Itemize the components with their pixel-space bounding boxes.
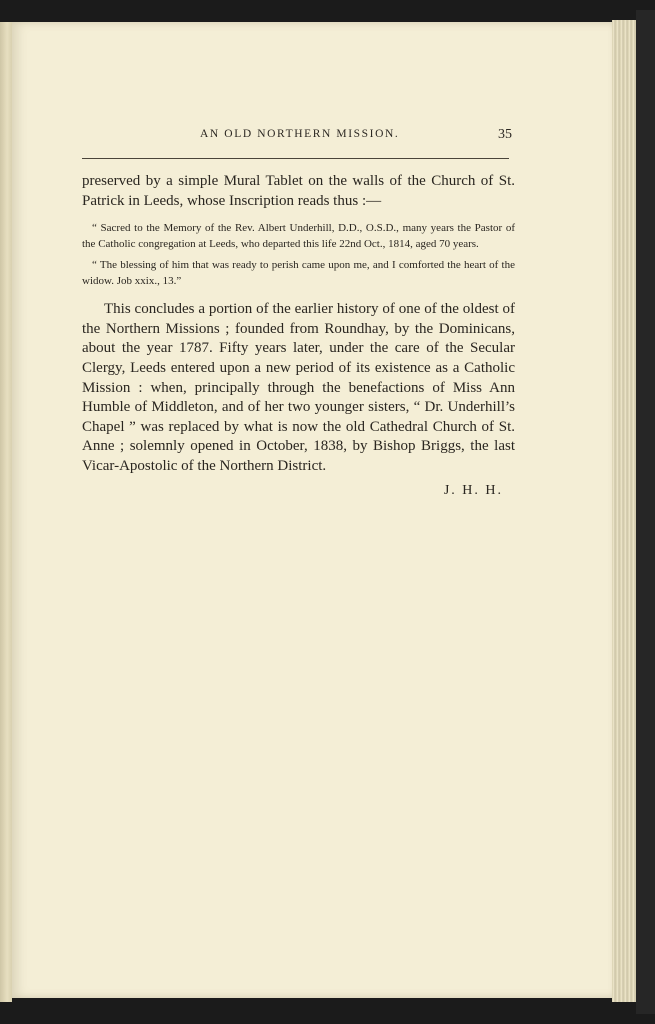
page-edges [612, 20, 638, 1002]
scripture-quote: “ The blessing of him that was ready to perish came upon me, and I comforted the heart of the widow. Job xxix., 13.” [82, 259, 515, 287]
left-page-gutter [0, 22, 12, 1002]
opening-paragraph: preserved by a simple Mural Tablet on the walls of the Church of St. Patrick in Leeds, whose Inscription reads thus :— [82, 173, 515, 209]
running-title: AN OLD NORTHERN MISSION. [200, 128, 400, 140]
page-header [82, 128, 512, 148]
header-rule [82, 158, 509, 159]
inscription-quote: “ Sacred to the Memory of the Rev. Albert Underhill, D.D., O.S.D., many years the Pastor of the Catholic congregation at Leeds, who departed this life 22nd Oct., 1814, aged 70 years. [82, 222, 515, 250]
book-cover-edge [636, 10, 655, 1014]
concluding-paragraph: This concludes a portion of the earlier history of one of the oldest of the Northern Missions ; founded from Roundhay, by the Dominicans, about the year 1787. Fifty years later, under the care of the Secular Clergy, Leeds entered upon a new period of its existence as a Catholic Mission : when, principally through the benefactions of Miss Ann Humble of Middleton, and of her two younger sisters, “ Dr. Underhill’s Chapel ” was replaced by what is now the old Cathedral Church of St. Anne ; solemnly opened in October, 1838, by Bishop Briggs, the last Vicar-Apostolic of the Northern District. [82, 301, 515, 474]
book-page [12, 22, 616, 998]
page-body [82, 172, 515, 499]
page-number: 35 [498, 127, 512, 142]
author-initials: J. H. H. [443, 482, 503, 498]
